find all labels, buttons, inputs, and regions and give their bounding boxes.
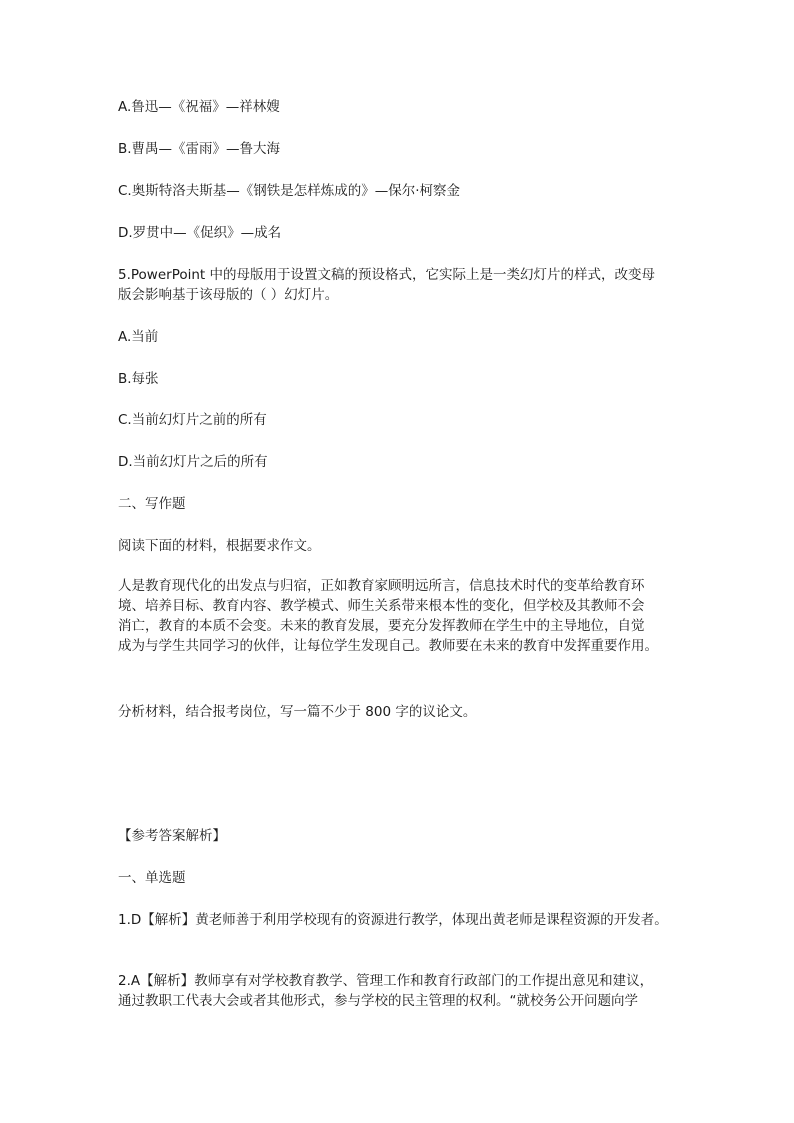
material-line-3: 消亡，教育的本质不会变。未来的教育发展，要充分发挥教师在学生中的主导地位，自觉 [118, 618, 645, 634]
writing-material [118, 576, 683, 656]
answer-2 [118, 971, 683, 1011]
q5-option-c: C.当前幻灯片之前的所有 [118, 412, 267, 428]
material-line-1: 人是教育现代化的出发点与归宿，正如教育家顾明远所言，信息技术时代的变革给教育环 [118, 578, 645, 594]
q5-option-a: A.当前 [118, 329, 159, 345]
q4-option-b: B.曹禺—《雷雨》—鲁大海 [118, 141, 281, 157]
q5-option-d: D.当前幻灯片之后的所有 [118, 454, 268, 470]
answer-1: 1.D【解析】黄老师善于利用学校现有的资源进行教学，体现出黄老师是课程资源的开发者。 [118, 912, 668, 928]
writing-heading: 二、写作题 [118, 496, 186, 512]
q4-option-c: C.奥斯特洛夫斯基—《钢铁是怎样炼成的》—保尔·柯察金 [118, 183, 461, 199]
answer-2-line-2: 通过教职工代表大会或者其他形式，参与学校的民主管理的权利。“就校务公开问题向学 [118, 993, 638, 1009]
q5-stem [118, 265, 683, 305]
q5-option-b: B.每张 [118, 371, 159, 387]
q4-option-a: A.鲁迅—《祝福》—祥林嫂 [118, 99, 280, 115]
q5-stem-line-1: 5.PowerPoint 中的母版用于设置文稿的预设格式，它实际上是一类幻灯片的样式，改变母 [118, 267, 656, 283]
writing-task: 分析材料，结合报考岗位，写一篇不少于 800 字的议论文。 [118, 704, 477, 720]
q5-stem-line-2: 版会影响基于该母版的（ ）幻灯片。 [118, 287, 339, 303]
writing-instruction: 阅读下面的材料，根据要求作文。 [118, 538, 321, 554]
answer-heading: 【参考答案解析】 [118, 828, 226, 844]
material-line-4: 成为与学生共同学习的伙伴，让每位学生发现自己。教师要在未来的教育中发挥重要作用。 [118, 638, 658, 654]
answer-2-line-1: 2.A【解析】教师享有对学校教育教学、管理工作和教育行政部门的工作提出意见和建议， [118, 973, 654, 989]
answer-subheading: 一、单选题 [118, 870, 186, 886]
material-line-2: 境、培养目标、教育内容、教学模式、师生关系带来根本性的变化，但学校及其教师不会 [118, 598, 645, 614]
q4-option-d: D.罗贯中—《促织》—成名 [118, 225, 282, 241]
